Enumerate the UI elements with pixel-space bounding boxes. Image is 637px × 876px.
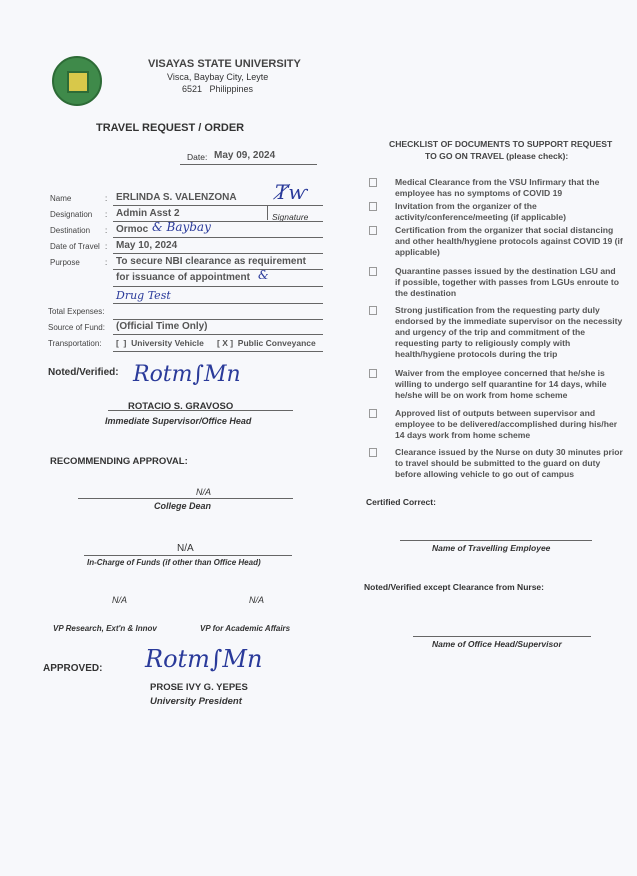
dean-value: N/A [196, 487, 212, 497]
colon: : [105, 210, 108, 219]
university-name: VISAYAS STATE UNIVERSITY [148, 58, 301, 70]
name-value: ERLINDA S. VALENZONA [116, 192, 237, 203]
checklist-item[interactable]: Clearance issued by the Nurse on duty 30 minutes prior to travel should be submitted to the guard on duty before allowing vehicle to go out of campus [383, 447, 623, 480]
transport-public-conveyance[interactable]: [ X ] Public Conveyance [217, 338, 316, 348]
checklist-item[interactable]: Certification from the organizer that social distancing and other health/hygiene protocols against COVID 19 (if applicable) [383, 225, 623, 258]
funds-title: In-Charge of Funds (if other than Office Head) [87, 558, 261, 567]
colon: : [105, 194, 108, 203]
checklist-item[interactable]: Medical Clearance from the VSU Infirmary that the employee has no symptoms of COVID 19 [383, 177, 623, 199]
noted-label: Noted/Verified: [48, 367, 119, 378]
purpose-label: Purpose [50, 258, 80, 267]
address-line2: 6521 Philippines [182, 84, 254, 94]
purpose-line2: for issuance of appointment [116, 272, 250, 283]
approved-label: APPROVED: [43, 663, 103, 674]
president-signature: Rotm∫Mn [145, 645, 263, 673]
purpose-line1: To secure NBI clearance as requirement [116, 256, 306, 267]
university-seal [52, 56, 102, 106]
fund-value: (Official Time Only) [116, 321, 208, 332]
vp-academic-title: VP for Academic Affairs [200, 624, 291, 633]
purpose-handwritten: Drug Test [116, 289, 171, 302]
colon: : [105, 242, 108, 251]
applicant-signature: Ⱦⱳ [275, 180, 308, 204]
date-label: Date: [187, 152, 208, 162]
recommending-label: RECOMMENDING APPROVAL: [50, 456, 188, 467]
transport-university-vehicle[interactable]: [ ] University Vehicle [116, 338, 204, 348]
form-title: TRAVEL REQUEST / ORDER [96, 122, 245, 134]
address-line1: Visca, Baybay City, Leyte [167, 72, 269, 82]
vp-research-title: VP Research, Ext'n & Innov [53, 624, 157, 633]
checklist-title-1: CHECKLIST OF DOCUMENTS TO SUPPORT REQUEST [389, 139, 613, 149]
checkbox[interactable] [369, 178, 377, 187]
employee-title: Name of Travelling Employee [432, 543, 551, 553]
designation-label: Designation [50, 210, 93, 219]
destination-handwritten: & Baybay [152, 220, 211, 234]
certified-label: Certified Correct: [366, 497, 436, 507]
checklist-item[interactable]: Approved list of outputs between supervisor and employee to be delivered/accomplished during his/her 14 days work from home scheme [383, 408, 623, 441]
designation-value: Admin Asst 2 [116, 208, 180, 219]
date-value: May 09, 2024 [214, 150, 276, 161]
checkbox[interactable] [369, 448, 377, 457]
checkbox[interactable] [369, 306, 377, 315]
date-travel-label: Date of Travel [50, 242, 100, 251]
office-head-title: Name of Office Head/Supervisor [432, 639, 562, 649]
checkbox[interactable] [369, 267, 377, 276]
name-label: Name [50, 194, 72, 203]
dean-title: College Dean [154, 501, 212, 511]
checkbox[interactable] [369, 409, 377, 418]
signature-label: Signature [272, 212, 309, 222]
supervisor-signature: Rotm∫Mn [133, 362, 241, 387]
colon: : [105, 258, 108, 267]
vp-academic-value: N/A [249, 595, 265, 605]
destination-label: Destination [50, 226, 91, 235]
destination-value: Ormoc [116, 224, 149, 235]
date-travel-value: May 10, 2024 [116, 240, 178, 251]
purpose-handwritten-amp: & [258, 268, 269, 282]
checklist-item[interactable]: Waiver from the employee concerned that he/she is willing to undergo self quarantine for 14 days, while he/she will be on work from home scheme [383, 368, 623, 401]
checkbox[interactable] [369, 202, 377, 211]
checklist-item[interactable]: Invitation from the organizer of the activity/conference/meeting (if applicable) [383, 201, 623, 223]
president-name: PROSE IVY G. YEPES [150, 682, 248, 693]
checkbox[interactable] [369, 369, 377, 378]
noted-except-label: Noted/Verified except Clearance from Nurse: [364, 582, 544, 592]
funds-value: N/A [177, 543, 194, 554]
checklist-title-2: TO GO ON TRAVEL (please check): [425, 151, 569, 161]
checkbox[interactable] [369, 226, 377, 235]
supervisor-name: ROTACIO S. GRAVOSO [128, 401, 234, 412]
expenses-label: Total Expenses: [48, 307, 105, 316]
vp-research-value: N/A [112, 595, 128, 605]
colon: : [105, 226, 108, 235]
president-title: University President [150, 696, 242, 707]
checklist-item[interactable]: Quarantine passes issued by the destination LGU and if possible, together with passes from LGUs enroute to the destination [383, 266, 623, 299]
fund-label: Source of Fund: [48, 323, 105, 332]
checklist-item[interactable]: Strong justification from the requesting party duly endorsed by the immediate supervisor on the necessity and urgency of the trip and commitment of the requesting party to religiously comply with health/hygiene protocols during the trip [383, 305, 623, 360]
transport-label: Transportation: [48, 339, 102, 348]
supervisor-title: Immediate Supervisor/Office Head [105, 416, 252, 426]
divider [267, 206, 268, 220]
